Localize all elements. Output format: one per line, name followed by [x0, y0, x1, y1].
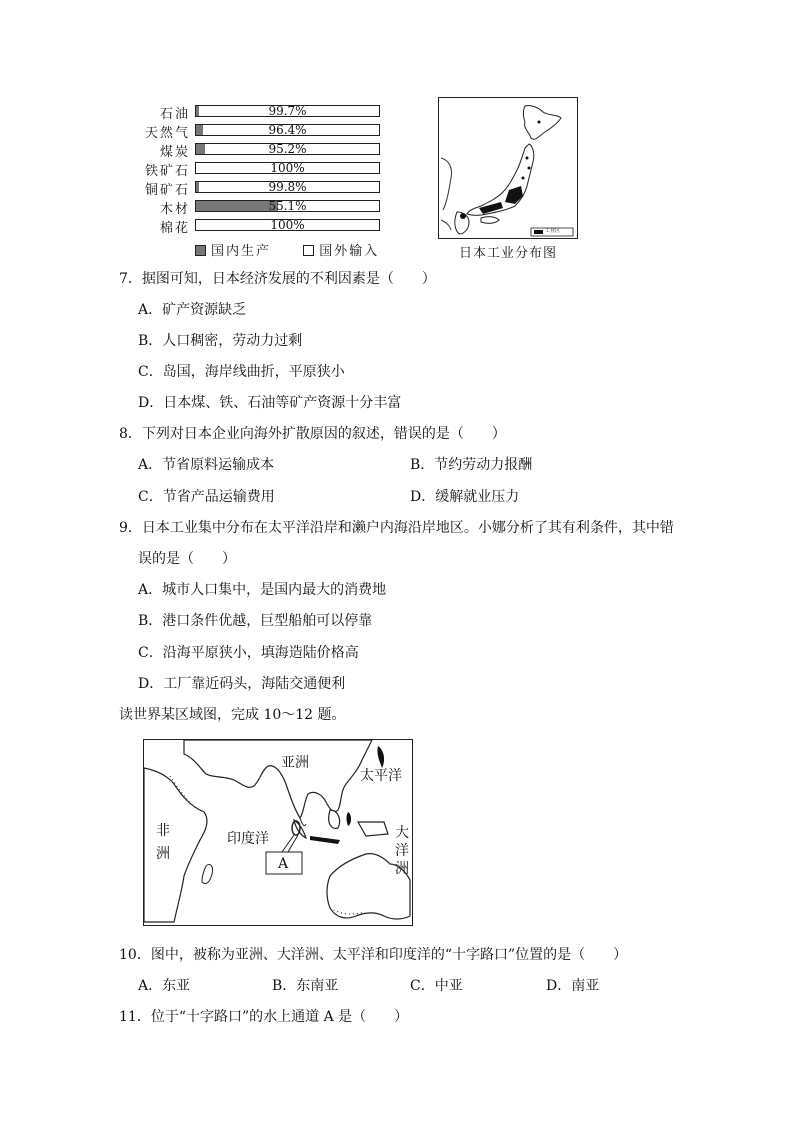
q9-option-b: B．港口条件优越，巨型船舶可以停靠: [138, 613, 373, 629]
q7-option-b: B．人口稠密，劳动力过剩: [138, 333, 303, 349]
bar-row: [195, 219, 380, 231]
japan-map-svg: [439, 98, 576, 237]
q9-stem-line2: 误的是（ ）: [138, 551, 236, 567]
q7-option-a: A．矿产资源缺乏: [138, 302, 247, 318]
q7-option-d: D．日本煤、铁、石油等矿产资源十分丰富: [138, 395, 402, 411]
label-pacific: 太平洋: [360, 768, 402, 784]
bar-row: [195, 105, 380, 117]
q11-stem: 11．位于“十字路口”的水上通道 A 是（ ）: [119, 1009, 409, 1025]
bar-category-label: 石油: [159, 107, 190, 122]
bar-import-value-label: 55.1%: [268, 199, 307, 213]
label-africa-2: 洲: [156, 846, 170, 862]
bar-row: [195, 124, 380, 136]
label-africa-1: 非: [156, 823, 170, 839]
label-asia: 亚洲: [281, 755, 309, 771]
inset-legend-text: 工业区: [545, 228, 561, 234]
bar-import-value-label: 99.8%: [268, 180, 307, 194]
bar-row: [195, 181, 380, 193]
q8-option-b: B．节约劳动力报酬: [410, 457, 533, 473]
label-oceania-2: 洋: [395, 843, 409, 859]
bar-row: [195, 143, 380, 155]
bar-category-label: 铁矿石: [144, 164, 190, 179]
bar-import-value-label: 96.4%: [268, 123, 307, 137]
bar-import-value-label: 99.7%: [268, 104, 307, 118]
label-indian-ocean: 印度洋: [227, 831, 269, 847]
legend-swatch-domestic: [195, 245, 206, 256]
q10-option-c: C．中亚: [410, 978, 463, 994]
bar-row: [195, 200, 380, 212]
q8-stem: 8．下列对日本企业向海外扩散原因的叙述，错误的是（ ）: [119, 426, 506, 442]
bar-category-label: 铜矿石: [144, 183, 190, 198]
japan-industry-map: [438, 97, 578, 239]
legend-domestic-label: 国内生产: [211, 244, 272, 259]
q9-option-a: A．城市人口集中，是国内最大的消费地: [138, 582, 387, 598]
legend-import-label: 国外输入: [319, 244, 380, 259]
q7-option-c: C．岛国，海岸线曲折，平原狭小: [138, 364, 345, 380]
bar-category-label: 棉花: [159, 221, 190, 236]
bar-import-value-label: 95.2%: [268, 142, 307, 156]
q9-option-c: C．沿海平原狭小，填海造陆价格高: [138, 645, 359, 661]
q8-option-d: D．缓解就业压力: [410, 489, 520, 505]
q8-option-c: C．节省产品运输费用: [138, 489, 275, 505]
resource-bar-chart: [144, 100, 390, 260]
legend-swatch-import: [303, 245, 314, 256]
bar-row: [195, 162, 380, 174]
japan-map-caption: 日本工业分布图: [458, 246, 557, 261]
section-intro: 读世界某区域图，完成 10～12 题。: [119, 707, 346, 723]
label-oceania-1: 大: [395, 825, 409, 841]
q7-stem: 7．据图可知，日本经济发展的不利因素是（ ）: [119, 271, 436, 287]
q10-option-a: A．东亚: [138, 978, 191, 994]
bar-category-label: 木材: [159, 202, 190, 217]
bar-category-label: 天然气: [144, 126, 190, 141]
q9-option-d: D．工厂靠近码头，海陆交通便利: [138, 676, 346, 692]
q10-option-b: B．东南亚: [272, 978, 339, 994]
bar-import-value-label: 100%: [270, 161, 305, 175]
bar-import-value-label: 100%: [270, 218, 305, 232]
chart-legend: [195, 240, 395, 259]
q8-option-a: A．节省原料运输成本: [138, 457, 275, 473]
label-strait-a: A: [278, 856, 289, 872]
bar-category-label: 煤炭: [159, 145, 190, 160]
q10-stem: 10．图中，被称为亚洲、大洋洲、太平洋和印度洋的“十字路口”位置的是（ ）: [119, 947, 628, 963]
label-oceania-3: 洲: [395, 861, 409, 877]
q9-stem-line1: 9．日本工业集中分布在太平洋沿岸和濑户内海沿岸地区。小娜分析了其有利条件，其中错: [119, 520, 674, 536]
q10-option-d: D．南亚: [546, 978, 600, 994]
region-map: [143, 739, 413, 926]
